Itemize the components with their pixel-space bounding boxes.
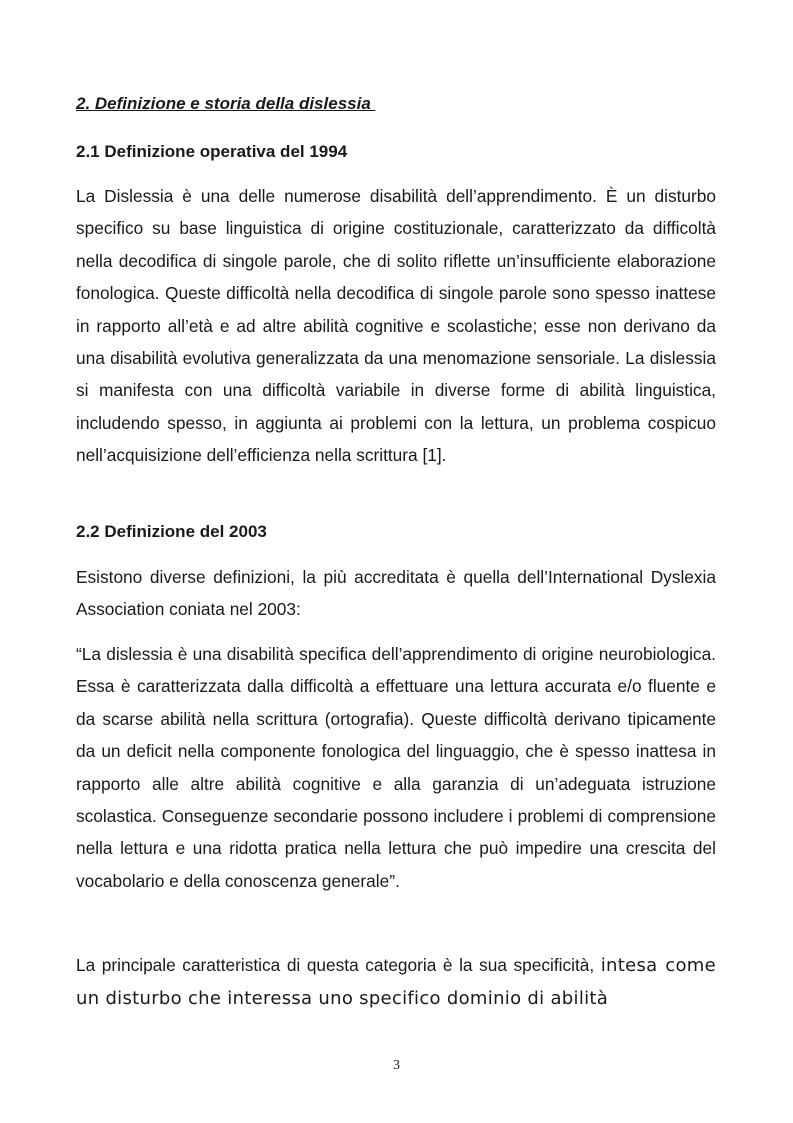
subsection-title-2003: 2.2 Definizione del 2003 <box>76 522 267 541</box>
paragraph-closing <box>76 949 716 1016</box>
closing-text: La principale caratteristica di questa categoria è la sua specificità, <box>76 955 601 975</box>
paragraph-definition-1994: La Dislessia è una delle numerose disabilità dell’apprendimento. È un disturbo specifico su base linguistica di origine costituzionale, caratterizzato da difficoltà nella decodifica di singole parole, che di solito riflette un’insufficiente elaborazione fonologica. Queste difficoltà nella decodifica di singole parole sono spesso inattese in rapporto all’età e ad altre abilità cognitive e scolastiche; esse non derivano da una disabilità evolutiva generalizzata da una menomazione sensoriale. La dislessia si manifesta con una difficoltà variabile in diverse forme di abilità linguistica, includendo spesso, in aggiunta ai problemi con la lettura, un problema cospicuo nell’acquisizione dell’efficienza nella scrittura [1]. <box>76 186 716 466</box>
section-title: 2. Definizione e storia della dislessia <box>76 94 376 113</box>
paragraph-intro-2003: Esistono diverse definizioni, la più accreditata è quella dell’International Dyslexia Association coniata nel 2003: <box>76 567 716 620</box>
closing-handwritten-text: intesa come un disturbo che interessa uno specifico dominio di abilità <box>76 955 716 1010</box>
quote-definition-2003: “La dislessia è una disabilità specifica dell’apprendimento di origine neurobiologica. Essa è caratterizzata dalla difficoltà a effettuare una lettura accurata e/o fluente e da scarse abilità nella scrittura (ortografia). Queste difficoltà derivano tipicamente da un deficit nella componente fonologica del linguaggio, che è spesso inattesa in rapporto alle altre abilità cognitive e alla garanzia di un’adeguata istruzione scolastica. Conseguenze secondarie possono includere i problemi di comprensione nella lettura e una ridotta pratica nella lettura che può impedire una crescita del vocabolario e della conoscenza generale”. <box>76 644 716 891</box>
subsection-title-1994: 2.1 Definizione operativa del 1994 <box>76 142 348 161</box>
page-number: 3 <box>393 1058 400 1073</box>
